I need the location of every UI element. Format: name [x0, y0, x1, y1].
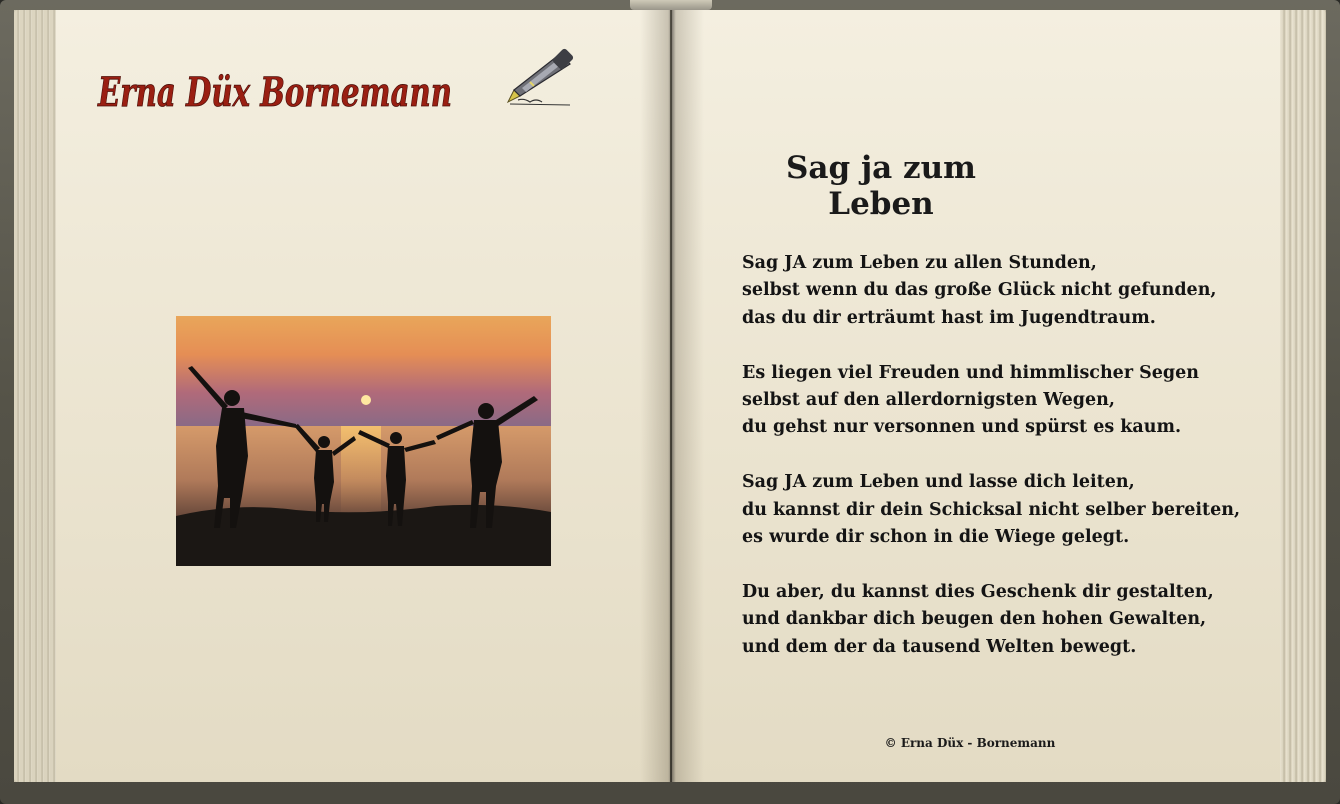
poem-line: Du aber, du kannst dies Geschenk dir gestalten,	[742, 581, 1214, 602]
poem-body	[742, 250, 1282, 688]
poem-line: du kannst dir dein Schicksal nicht selber bereiten,	[742, 499, 1241, 520]
poem-line: Sag JA zum Leben zu allen Stunden,	[742, 253, 1097, 273]
poem-line: das du dir erträumt hast im Jugendtraum.	[742, 307, 1156, 328]
fountain-pen-icon	[500, 44, 580, 110]
page-edges-left	[14, 10, 56, 782]
logo-text: Erna Düx Bornemann	[97, 69, 452, 116]
poem-line: es wurde dir schon in die Wiege gelegt.	[742, 527, 1130, 548]
poem-line: selbst wenn du das große Glück nicht gefunden,	[742, 280, 1217, 301]
author-logo	[96, 58, 456, 122]
poem-stanza	[742, 469, 1282, 551]
book-spine	[640, 10, 704, 782]
copyright-notice: © Erna Düx - Bornemann	[884, 736, 1056, 750]
poem-line: selbst auf den allerdornigsten Wegen,	[742, 390, 1115, 411]
page-edges-right	[1280, 10, 1326, 782]
poem-line: du gehst nur versonnen und spürst es kaum.	[742, 417, 1182, 438]
poem-line: und dem der da tausend Welten bewegt.	[742, 636, 1137, 657]
poem-line: und dankbar dich beugen den hohen Gewalten,	[742, 609, 1207, 630]
poem-stanza	[742, 360, 1282, 442]
poem-line: Es liegen viel Freuden und himmlischer Segen	[742, 362, 1199, 383]
poem-line: Sag JA zum Leben und lasse dich leiten,	[742, 472, 1135, 493]
poem-stanza	[742, 250, 1282, 332]
family-sunset-photo	[176, 316, 551, 566]
poem-stanza	[742, 579, 1282, 661]
poem-title: Sag ja zum Leben	[786, 150, 976, 222]
spine-clip	[630, 0, 712, 10]
